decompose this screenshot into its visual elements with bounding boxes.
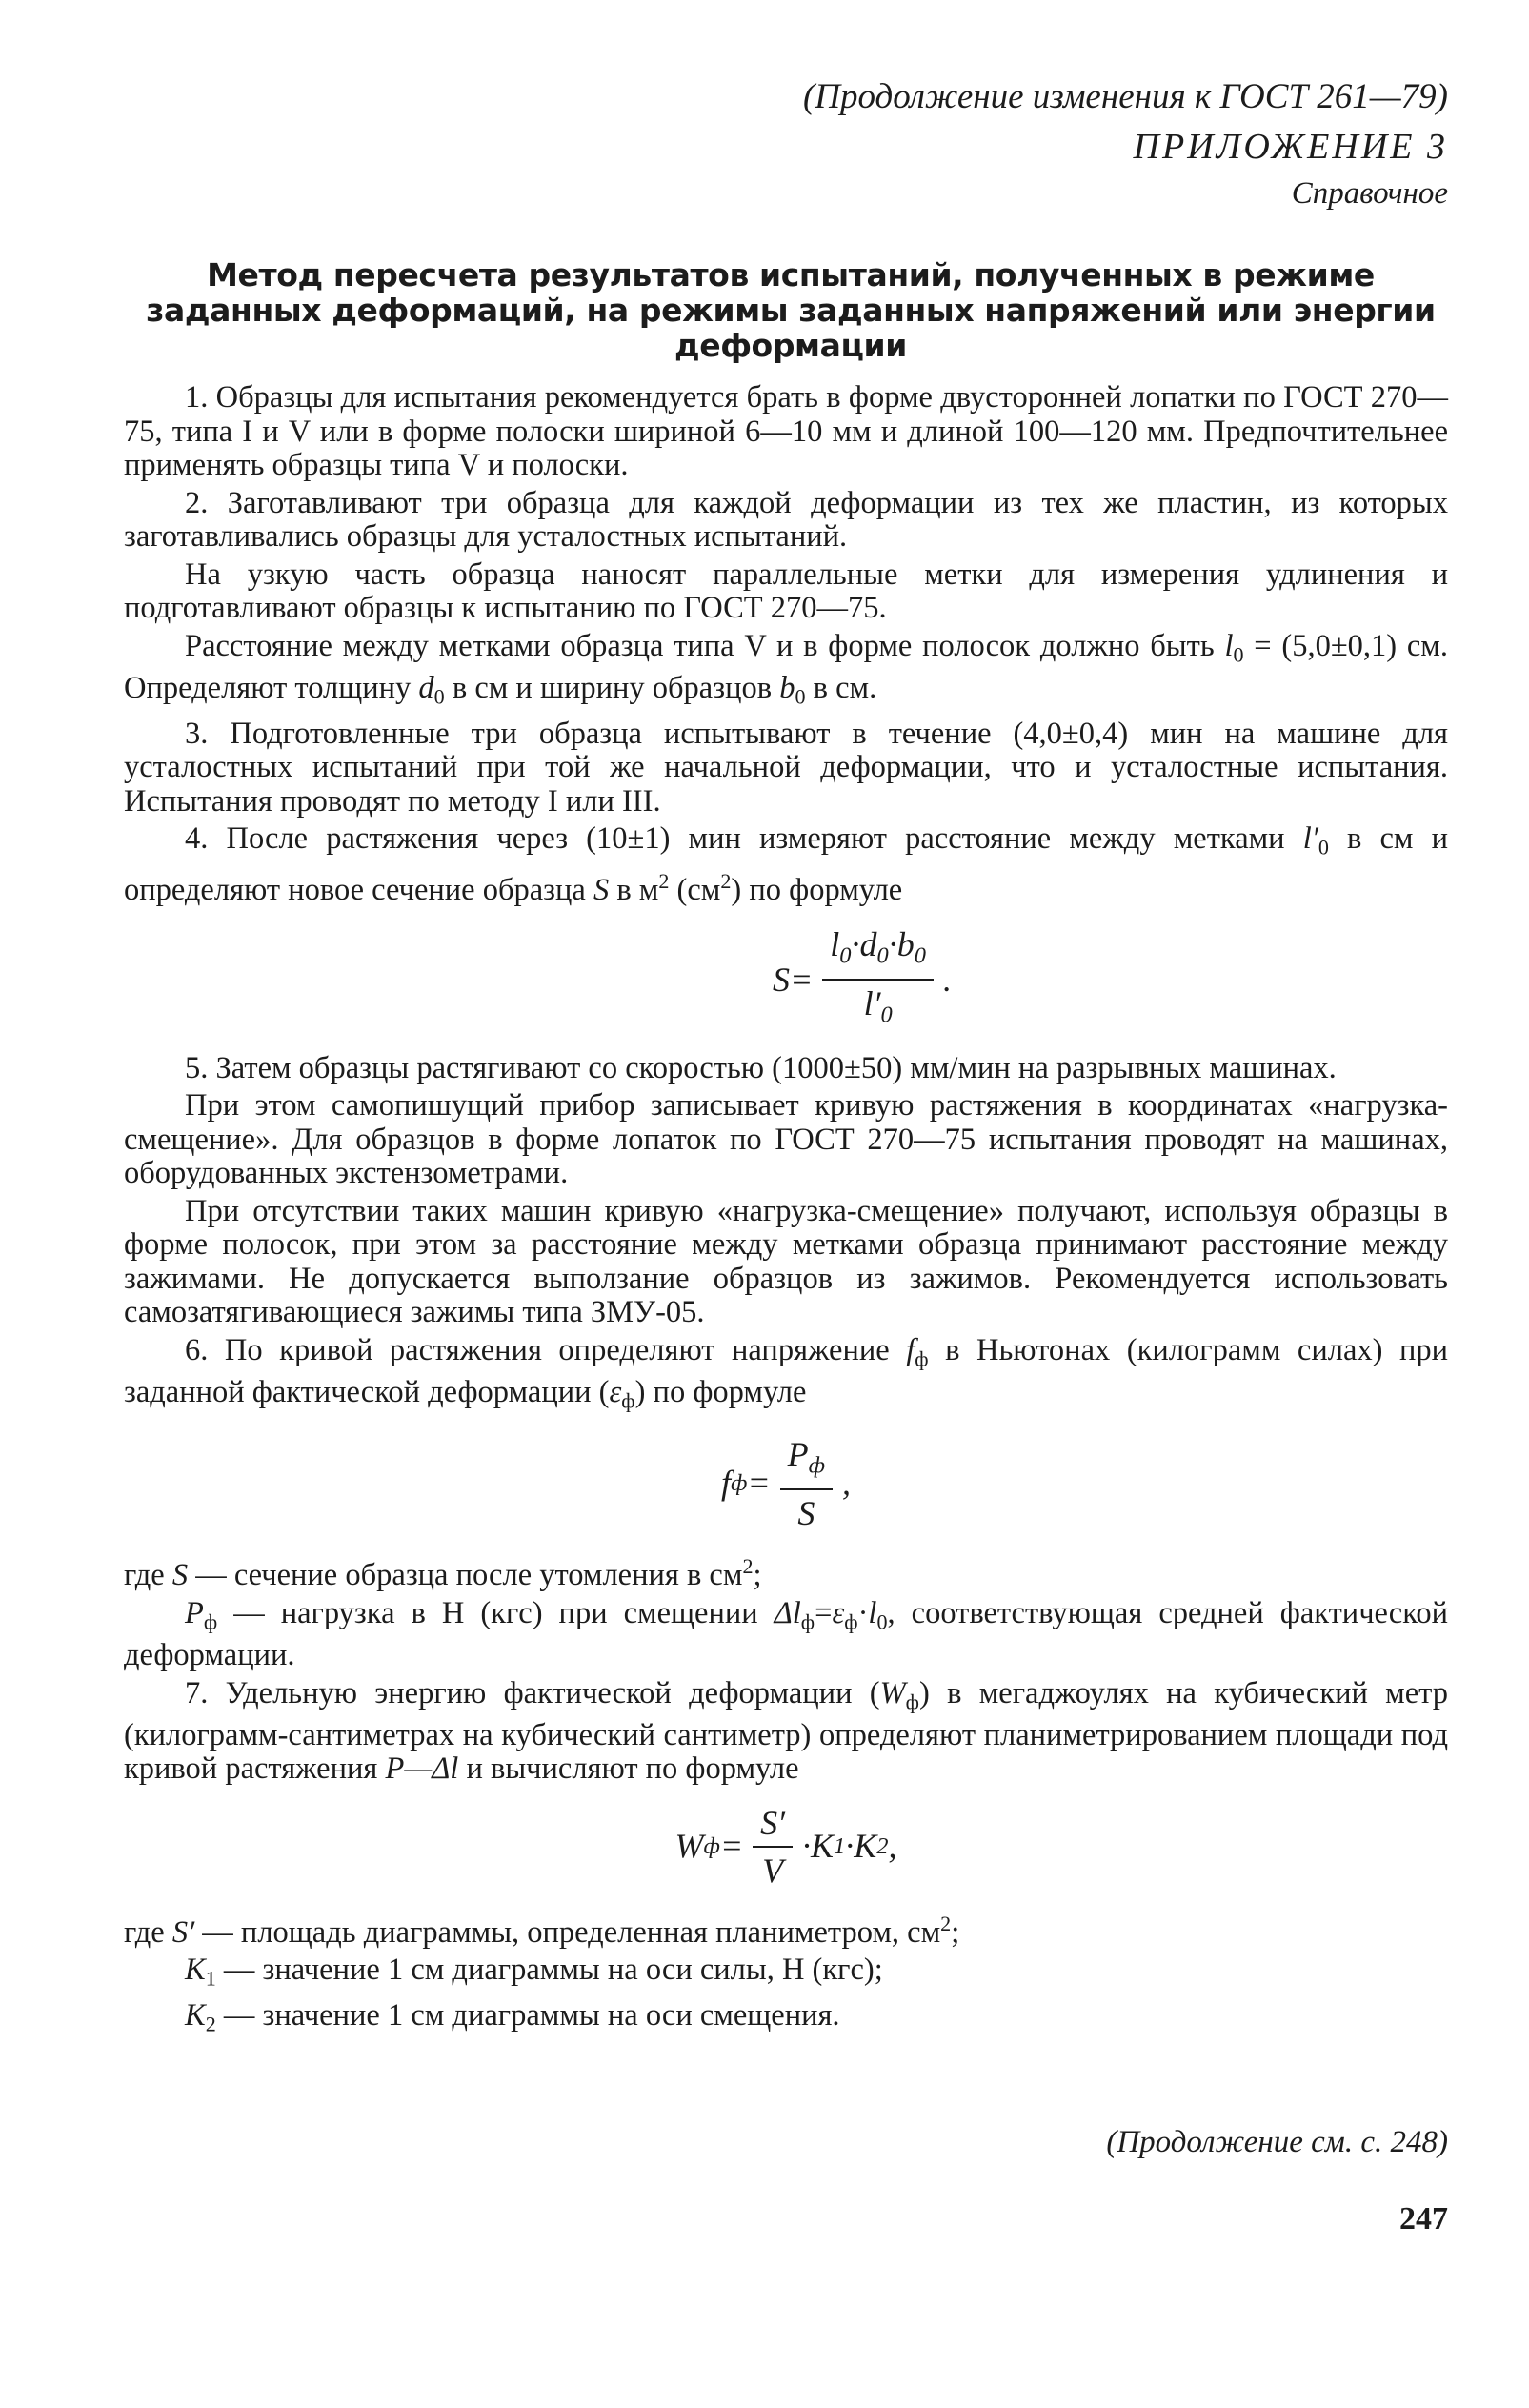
paragraph-10: 6. По кривой растяжения определяют напряжение $f_ф$ в Ньютонах (килограмм силах) при заданной фактической деформации $(\varepsilon_ф)$ по формуле: [124, 1332, 1449, 1413]
appendix-type: Справочное: [1291, 176, 1448, 211]
header-continuation: (Продолжение изменения к ГОСТ 261—79): [802, 77, 1448, 116]
formula-energy: W ф = $\frac{S'}{V}$ · K 1 · K 2 ,: [674, 1803, 897, 1890]
paragraph-6: 4. После растяжения через (10±1) мин измеряют расстояние между метками $l'_0$ в см и определяют новое сечение образца S в $м^2$ $(см^2)$ по формуле: [124, 821, 1448, 908]
definition-k1: $K_1$ — значение 1 см диаграммы на оси силы, Н (кгс);: [185, 1953, 883, 1991]
paragraph-12: $P_ф$ — нагрузка в Н (кгс) при смещении $\Delta l_ф=\varepsilon_ф\cdot l_0$, соответствующая средней фактической деформации.: [124, 1595, 1448, 1673]
definition-sprime: где S′ — площадь диаграммы, определенная планиметром, $см^2$;: [124, 1911, 960, 1950]
formula-stress: f ф = $\frac{P_ф}{S}$ ,: [720, 1434, 852, 1533]
paragraph-7: 5. Затем образцы растягивают со скоростью (1000±50) мм/мин на разрывных машинах.: [185, 1050, 1337, 1085]
document-title: Метод пересчета результатов испытаний, полученных в режиме заданных деформаций, на режимы заданных напряжений или энергии деформации: [146, 256, 1436, 364]
paragraph-2: 2. Заготавливают три образца для каждой деформации из тех же пластин, из которых заготавливались образцы для усталостных испытаний.: [124, 485, 1448, 554]
definition-k2: $K_2$ — значение 1 см диаграммы на оси смещения.: [185, 1998, 840, 2037]
paragraph-13: 7. Удельную энергию фактической деформации $(W_ф)$ в мегаджоулях на кубический метр (килограмм-сантиметрах на кубический сантиметр) определяют планиметрированием площади под кривой растяжения P—Δl и вычисляют по формуле: [124, 1675, 1449, 1787]
paragraph-9: При отсутствии таких машин кривую «нагрузка-смещение» получают, используя образцы в форме полосок, при этом за расстояние между метками образца принимают расстояние между зажимами. Не допускается выползание образцов из зажимов. Рекомендуется использовать самозатягивающиеся зажимы типа ЗМУ-05.: [124, 1193, 1448, 1330]
footer-continuation: (Продолжение см. с. 248): [1106, 2125, 1448, 2159]
paragraph-5: 3. Подготовленные три образца испытывают в течение (4,0±0,4) мин на машине для усталостных испытаний при той же начальной деформации, что и усталостные испытания. Испытания проводят по методу I или III.: [124, 716, 1448, 819]
paragraph-11: где S — сечение образца после утомления в $см^2$;: [124, 1554, 762, 1593]
paragraph-4: Расстояние между метками образца типа V и в форме полосок должно быть $l_0 = (5,0\pm 0,1)$ см. Определяют толщину $d_0$ в см и ширину образцов $b_0$ в см.: [124, 628, 1448, 709]
appendix-heading: ПРИЛОЖЕНИЕ 3: [1133, 127, 1448, 167]
page-number: 247: [1399, 2201, 1448, 2236]
document-body: [124, 381, 1448, 2046]
paragraph-1: 1. Образцы для испытания рекомендуется брать в форме двусторонней лопатки по ГОСТ 270—75, типа I и V или в форме полоски шириной 6—10 мм и длиной 100—120 мм. Предпочтительнее применять образцы типа V и полоски.: [124, 380, 1448, 482]
paragraph-8: При этом самопишущий прибор записывает кривую растяжения в координатах «нагрузка-смещение». Для образцов в форме лопаток по ГОСТ 270—75 испытания проводят на машинах, оборудованных экстензометрами.: [124, 1088, 1448, 1191]
paragraph-3: На узкую часть образца наносят параллельные метки для измерения удлинения и подготавливают образцы к испытанию по ГОСТ 270—75.: [124, 556, 1448, 625]
formula-section-area: S = $\frac{l_0\cdot d_0\cdot b_0}{l'_0}$ .: [772, 925, 952, 1028]
